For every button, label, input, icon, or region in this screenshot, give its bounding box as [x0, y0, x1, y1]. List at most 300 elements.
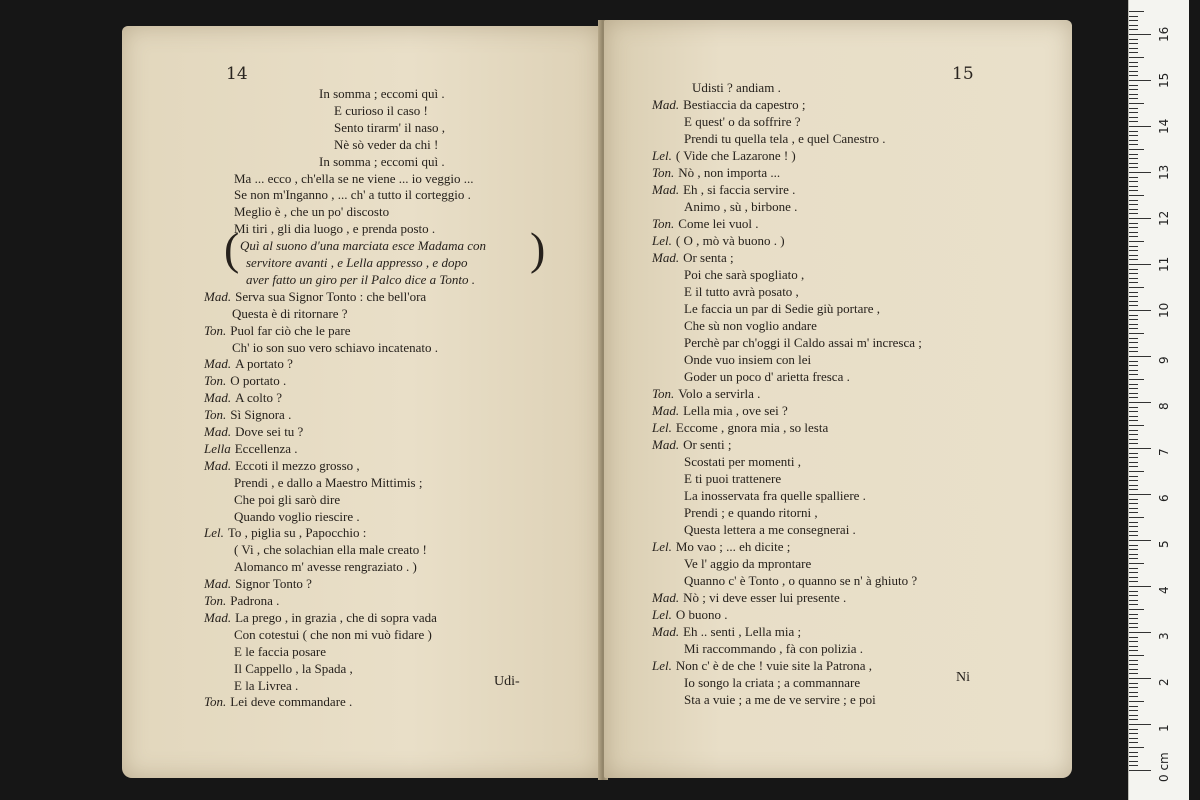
- speaker-label: Lella: [204, 440, 231, 456]
- ruler-tick: [1129, 715, 1138, 716]
- text-line: [234, 475, 422, 491]
- ruler-tick: [1129, 62, 1138, 63]
- line-text: A portato ?: [235, 356, 293, 372]
- text-line: [684, 556, 811, 572]
- ruler-number: 11: [1157, 256, 1171, 272]
- text-line: [652, 165, 780, 181]
- ruler-tick: [1129, 75, 1138, 76]
- ruler-tick: [1129, 29, 1138, 30]
- speaker-label: Mad.: [204, 609, 232, 625]
- catchword: Ni: [956, 670, 970, 685]
- bracket-close: ): [530, 223, 546, 274]
- line-text: E le faccia posare: [234, 643, 327, 659]
- ruler-tick: [1129, 526, 1138, 527]
- ruler-tick: [1129, 453, 1138, 454]
- ruler-tick: [1129, 476, 1138, 477]
- line-text: Ma ... ecco , ch'ella se ne viene ... io veggio ...: [234, 170, 474, 186]
- catchword: Udi-: [494, 674, 520, 689]
- ruler-tick: [1129, 144, 1138, 145]
- ruler-tick: [1129, 637, 1138, 638]
- speaker-label: Mad.: [204, 288, 232, 304]
- text-line: [204, 323, 351, 339]
- ruler-tick: [1129, 282, 1138, 283]
- line-text: Eccoti il mezzo grosso ,: [235, 457, 360, 473]
- text-line: [652, 403, 788, 419]
- ruler-tick: [1129, 664, 1138, 665]
- ruler-tick: [1129, 108, 1138, 109]
- text-line: [684, 641, 863, 657]
- text-line: [204, 289, 426, 305]
- line-text: In somma ; eccomi quì .: [319, 86, 445, 101]
- line-text: Animo , sù , birbone .: [684, 199, 798, 214]
- ruler-tick: [1129, 729, 1138, 730]
- ruler-tick: [1129, 384, 1138, 385]
- ruler-tick: [1129, 407, 1138, 408]
- ruler-tick: [1129, 742, 1138, 743]
- ruler-tick: [1129, 752, 1138, 753]
- ruler-tick: [1129, 204, 1138, 205]
- ruler-tick: [1129, 121, 1138, 122]
- ruler-number: 4: [1157, 586, 1171, 594]
- text-line: [684, 335, 922, 351]
- line-text: A colto ?: [235, 390, 283, 406]
- ruler-tick: [1129, 278, 1138, 279]
- line-text: Mo vao ; ... eh dicite ;: [675, 539, 791, 554]
- ruler-tick: [1129, 687, 1138, 688]
- ruler-tick: [1129, 696, 1138, 697]
- ruler-tick: [1129, 319, 1138, 320]
- ruler-tick: [1129, 738, 1138, 739]
- text-line: [684, 573, 917, 589]
- line-text: Eh .. senti , Lella mia ;: [683, 624, 802, 639]
- ruler-tick: [1129, 379, 1144, 380]
- speaker-label: Lel.: [652, 658, 672, 673]
- ruler-tick: [1129, 448, 1151, 449]
- ruler-tick: [1129, 545, 1138, 546]
- text-line: [652, 437, 731, 453]
- line-text: Quando voglio riescire .: [234, 508, 360, 524]
- speaker-label: Ton.: [204, 694, 227, 710]
- line-text: Questa è di ritornare ?: [232, 305, 348, 321]
- text-line: [684, 267, 804, 283]
- text-line: [234, 678, 298, 694]
- ruler-tick: [1129, 434, 1138, 435]
- text-line: [652, 539, 790, 555]
- line-text: Quanno c' è Tonto , o quanno se n' à ghiuto ?: [684, 573, 918, 588]
- ruler-tick: [1129, 296, 1138, 297]
- ruler-tick: [1129, 370, 1138, 371]
- ruler-tick: [1129, 618, 1138, 619]
- ruler-tick: [1129, 11, 1144, 12]
- line-text: Puol far ciò che le pare: [230, 322, 351, 338]
- ruler-number: 12: [1157, 210, 1171, 226]
- ruler-tick: [1129, 236, 1138, 237]
- ruler-tick: [1129, 641, 1138, 642]
- page-number: 15: [952, 64, 974, 84]
- ruler-tick: [1129, 462, 1138, 463]
- text-line: [652, 420, 828, 436]
- ruler-tick: [1129, 98, 1138, 99]
- line-text: In somma ; eccomi quì .: [319, 153, 445, 169]
- line-text: Goder un poco d' arietta fresca .: [684, 369, 850, 384]
- line-text: Onde vuo insiem con lei: [684, 352, 812, 367]
- ruler-tick: [1129, 581, 1138, 582]
- ruler-tick: [1129, 39, 1138, 40]
- ruler-tick: [1129, 85, 1138, 86]
- text-line: [684, 522, 856, 538]
- ruler-tick: [1129, 305, 1138, 306]
- text-line: [652, 216, 758, 232]
- ruler-tick: [1129, 430, 1138, 431]
- ruler-tick: [1129, 466, 1138, 467]
- text-line: [684, 114, 801, 130]
- ruler-tick: [1129, 678, 1151, 679]
- speaker-label: Lel.: [652, 539, 672, 554]
- ruler-tick: [1129, 627, 1138, 628]
- ruler-tick: [1129, 190, 1138, 191]
- text-line: [334, 120, 445, 136]
- line-text: Ve l' aggio da mprontare: [684, 556, 812, 571]
- ruler-tick: [1129, 393, 1138, 394]
- ruler-tick: [1129, 522, 1138, 523]
- ruler-tick: [1129, 747, 1144, 748]
- text-line: [204, 424, 303, 440]
- line-text: Le faccia un par di Sedie giù portare ,: [684, 301, 880, 316]
- ruler-tick: [1129, 310, 1151, 311]
- line-text: Udisti ? andiam .: [692, 80, 781, 95]
- ruler-tick: [1129, 706, 1138, 707]
- ruler-tick: [1129, 269, 1138, 270]
- ruler-number: 6: [1157, 494, 1171, 502]
- line-text: E la Livrea .: [234, 677, 299, 693]
- line-text: E quest' o da soffrire ?: [684, 114, 801, 129]
- ruler-tick: [1129, 140, 1138, 141]
- ruler-tick: [1129, 554, 1138, 555]
- ruler-tick: [1129, 177, 1138, 178]
- text-line: [204, 373, 286, 389]
- text-line: [652, 250, 734, 266]
- ruler-tick: [1129, 540, 1151, 541]
- line-text: Alomanco m' avesse rengraziato . ): [234, 559, 417, 575]
- ruler-tick: [1129, 673, 1138, 674]
- text-line: [684, 284, 799, 300]
- ruler-tick: [1129, 25, 1138, 26]
- ruler-tick: [1129, 549, 1138, 550]
- ruler-tick: [1129, 719, 1138, 720]
- ruler-unit-label: 0 cm: [1157, 752, 1171, 782]
- ruler-number: 1: [1157, 724, 1171, 732]
- ruler-tick: [1129, 154, 1138, 155]
- text-line: [334, 103, 428, 119]
- ruler-tick: [1129, 163, 1138, 164]
- text-line: [652, 607, 728, 623]
- ruler-tick: [1129, 563, 1144, 564]
- line-text: Io songo la criata ; a commannare: [684, 675, 861, 690]
- line-text: Che sù non voglio andare: [684, 318, 817, 333]
- ruler-number: 2: [1157, 678, 1171, 686]
- ruler-tick: [1129, 223, 1138, 224]
- line-text: E il tutto avrà posato ,: [684, 284, 799, 299]
- line-text: Mi tiri , gli dia luogo , e prenda posto .: [234, 221, 436, 237]
- measurement-ruler: [1128, 0, 1189, 800]
- line-text: Ch' io son suo vero schiavo incatenato .: [232, 339, 438, 355]
- ruler-tick: [1129, 218, 1151, 219]
- ruler-tick: [1129, 425, 1144, 426]
- ruler-tick: [1129, 34, 1151, 35]
- ruler-tick: [1129, 80, 1151, 81]
- ruler-tick: [1129, 471, 1144, 472]
- text-line: [684, 318, 817, 334]
- text-line: [204, 694, 352, 710]
- text-line: [246, 255, 467, 271]
- ruler-tick: [1129, 411, 1138, 412]
- line-text: Che poi gli sarò dire: [234, 491, 341, 507]
- ruler-tick: [1129, 572, 1138, 573]
- text-line: [652, 624, 801, 640]
- text-line: [652, 182, 795, 198]
- ruler-tick: [1129, 586, 1151, 587]
- line-text: Nò ; vi deve esser lui presente .: [683, 590, 847, 605]
- ruler-tick: [1129, 200, 1138, 201]
- ruler-tick: [1129, 508, 1138, 509]
- ruler-tick: [1129, 439, 1138, 440]
- text-line: [204, 356, 293, 372]
- ruler-tick: [1129, 591, 1138, 592]
- text-line: [246, 272, 475, 288]
- line-text: ( Vi , che solachian ella male creato !: [234, 542, 427, 558]
- ruler-tick: [1129, 420, 1138, 421]
- line-text: Poi che sarà spogliato ,: [684, 267, 805, 282]
- text-line: [652, 97, 805, 113]
- ruler-tick: [1129, 683, 1138, 684]
- line-text: E ti puoi trattenere: [684, 471, 782, 486]
- ruler-tick: [1129, 259, 1138, 260]
- line-text: ( Vide che Lazarone ! ): [675, 148, 796, 163]
- text-line: [232, 306, 348, 322]
- ruler-tick: [1129, 761, 1138, 762]
- ruler-tick: [1129, 301, 1138, 302]
- ruler-tick: [1129, 388, 1138, 389]
- ruler-tick: [1129, 669, 1138, 670]
- line-text: Sta a vuie ; a me de ve servire ; e poi: [684, 692, 876, 707]
- line-text: Come lei vuol .: [678, 216, 759, 231]
- line-text: Lei deve commandare .: [230, 694, 353, 710]
- speaker-label: Mad.: [652, 97, 680, 112]
- line-text: La inosservata fra quelle spalliere .: [684, 488, 866, 503]
- ruler-tick: [1129, 287, 1144, 288]
- text-line: [684, 131, 885, 147]
- line-text: Bestiaccia da capestro ;: [683, 97, 806, 112]
- text-line: [652, 386, 760, 402]
- ruler-tick: [1129, 112, 1138, 113]
- line-text: E curioso il caso !: [334, 102, 428, 118]
- text-line: [234, 559, 417, 575]
- line-text: Nè sò veder da chi !: [334, 136, 439, 152]
- line-text: Scostati per momenti ,: [684, 454, 801, 469]
- text-line: [204, 610, 437, 626]
- ruler-tick: [1129, 227, 1138, 228]
- text-line: [234, 661, 353, 677]
- ruler-tick: [1129, 181, 1138, 182]
- text-line: [334, 137, 438, 153]
- ruler-tick: [1129, 416, 1138, 417]
- text-line: [232, 340, 438, 356]
- speaker-label: Mad.: [204, 576, 232, 592]
- ruler-tick: [1129, 167, 1138, 168]
- line-text: Prendi , e dallo a Maestro Mittimis ;: [234, 474, 423, 490]
- ruler-tick: [1129, 250, 1138, 251]
- ruler-tick: [1129, 535, 1138, 536]
- line-text: O buono .: [675, 607, 728, 622]
- line-text: Or senti ;: [683, 437, 732, 452]
- speaker-label: Mad.: [204, 424, 232, 439]
- speaker-label: Ton.: [652, 216, 675, 231]
- ruler-tick: [1129, 213, 1138, 214]
- line-text: Mi raccommando , fà con polizia .: [684, 641, 864, 656]
- speaker-label: Lel.: [652, 148, 672, 163]
- ruler-tick: [1129, 89, 1138, 90]
- speaker-label: Mad.: [652, 182, 680, 197]
- ruler-tick: [1129, 765, 1138, 766]
- ruler-tick: [1129, 172, 1151, 173]
- line-text: O portato .: [230, 373, 287, 389]
- ruler-tick: [1129, 595, 1138, 596]
- ruler-tick: [1129, 646, 1138, 647]
- ruler-tick: [1129, 333, 1144, 334]
- line-text: La prego , in grazia , che di sopra vada: [235, 609, 437, 625]
- text-line: [204, 458, 360, 474]
- ruler-tick: [1129, 402, 1151, 403]
- ruler-number: 7: [1157, 448, 1171, 456]
- ruler-number: 14: [1157, 118, 1171, 134]
- speaker-label: Ton.: [204, 407, 227, 423]
- text-line: [684, 471, 781, 487]
- ruler-tick: [1129, 480, 1138, 481]
- ruler-tick: [1129, 365, 1138, 366]
- ruler-tick: [1129, 531, 1138, 532]
- line-text: Meglio è , che un po' discosto: [234, 204, 390, 220]
- text-line: [234, 627, 432, 643]
- ruler-tick: [1129, 324, 1138, 325]
- line-text: aver fatto un giro per il Palco dice a Tonto .: [246, 271, 476, 287]
- ruler-tick: [1129, 16, 1138, 17]
- ruler-number: 9: [1157, 356, 1171, 364]
- left-page: [122, 26, 602, 778]
- ruler-tick: [1129, 66, 1138, 67]
- ruler-tick: [1129, 351, 1138, 352]
- speaker-label: Lel.: [204, 525, 224, 541]
- speaker-label: Mad.: [652, 403, 680, 418]
- line-text: Prendi ; e quando ritorni ,: [684, 505, 818, 520]
- text-line: [684, 369, 850, 385]
- text-line: [234, 542, 427, 558]
- text-line: [692, 80, 781, 96]
- speaker-label: Ton.: [204, 593, 227, 608]
- speaker-label: Lel.: [652, 233, 672, 248]
- ruler-tick: [1129, 600, 1138, 601]
- text-line: [684, 352, 811, 368]
- text-line: [234, 187, 471, 203]
- line-text: Eh , si faccia servire .: [683, 182, 796, 197]
- ruler-tick: [1129, 632, 1151, 633]
- speaker-label: Ton.: [204, 373, 227, 389]
- ruler-tick: [1129, 57, 1144, 58]
- ruler-number: 16: [1157, 26, 1171, 42]
- line-text: Con cotestui ( che non mi vuò fidare ): [234, 626, 432, 642]
- speaker-label: Ton.: [204, 322, 227, 338]
- speaker-label: Mad.: [652, 590, 680, 605]
- text-line: [684, 692, 876, 708]
- line-text: Dove sei tu ?: [235, 424, 304, 439]
- page-number: 14: [226, 64, 248, 84]
- ruler-tick: [1129, 241, 1144, 242]
- line-text: Volo a servirla .: [678, 386, 761, 401]
- text-line: [652, 658, 872, 674]
- ruler-tick: [1129, 48, 1138, 49]
- ruler-tick: [1129, 94, 1138, 95]
- text-line: [204, 407, 291, 423]
- ruler-tick: [1129, 273, 1138, 274]
- line-text: Signor Tonto ?: [235, 576, 312, 592]
- speaker-label: Ton.: [652, 386, 675, 401]
- line-text: Nò , non importa ...: [678, 165, 781, 180]
- ruler-tick: [1129, 604, 1138, 605]
- ruler-tick: [1129, 71, 1138, 72]
- ruler-tick: [1129, 20, 1138, 21]
- line-text: Eccellenza .: [234, 440, 298, 456]
- ruler-tick: [1129, 770, 1151, 771]
- line-text: Lella mia , ove sei ?: [683, 403, 788, 418]
- ruler-tick: [1129, 117, 1138, 118]
- speaker-label: Mad.: [204, 390, 232, 406]
- ruler-tick: [1129, 342, 1138, 343]
- ruler-tick: [1129, 558, 1138, 559]
- text-line: [204, 576, 312, 592]
- speaker-label: Mad.: [204, 356, 232, 372]
- ruler-tick: [1129, 356, 1151, 357]
- line-text: Questa lettera a me consegnerai .: [684, 522, 856, 537]
- text-line: [234, 492, 340, 508]
- line-text: Sì Signora .: [230, 407, 292, 423]
- text-line: [234, 509, 360, 525]
- text-line: [240, 238, 486, 254]
- ruler-tick: [1129, 701, 1144, 702]
- ruler-tick: [1129, 650, 1138, 651]
- speaker-label: Mad.: [652, 250, 680, 265]
- text-line: [319, 86, 445, 102]
- ruler-number: 15: [1157, 72, 1171, 88]
- ruler-tick: [1129, 623, 1138, 624]
- ruler-tick: [1129, 692, 1138, 693]
- ruler-tick: [1129, 232, 1138, 233]
- ruler-tick: [1129, 512, 1138, 513]
- ruler-tick: [1129, 568, 1138, 569]
- ruler-tick: [1129, 195, 1144, 196]
- line-text: Serva sua Signor Tonto : che bell'ora: [235, 288, 427, 304]
- bracket-open: (: [224, 223, 240, 274]
- text-line: [204, 593, 279, 609]
- ruler-tick: [1129, 503, 1138, 504]
- ruler-tick: [1129, 126, 1151, 127]
- ruler-tick: [1129, 756, 1138, 757]
- ruler-tick: [1129, 485, 1138, 486]
- ruler-number: 5: [1157, 540, 1171, 548]
- ruler-tick: [1129, 609, 1144, 610]
- ruler-tick: [1129, 255, 1138, 256]
- ruler-tick: [1129, 499, 1138, 500]
- line-text: Quì al suono d'una marciata esce Madama con: [240, 238, 487, 254]
- ruler-tick: [1129, 361, 1138, 362]
